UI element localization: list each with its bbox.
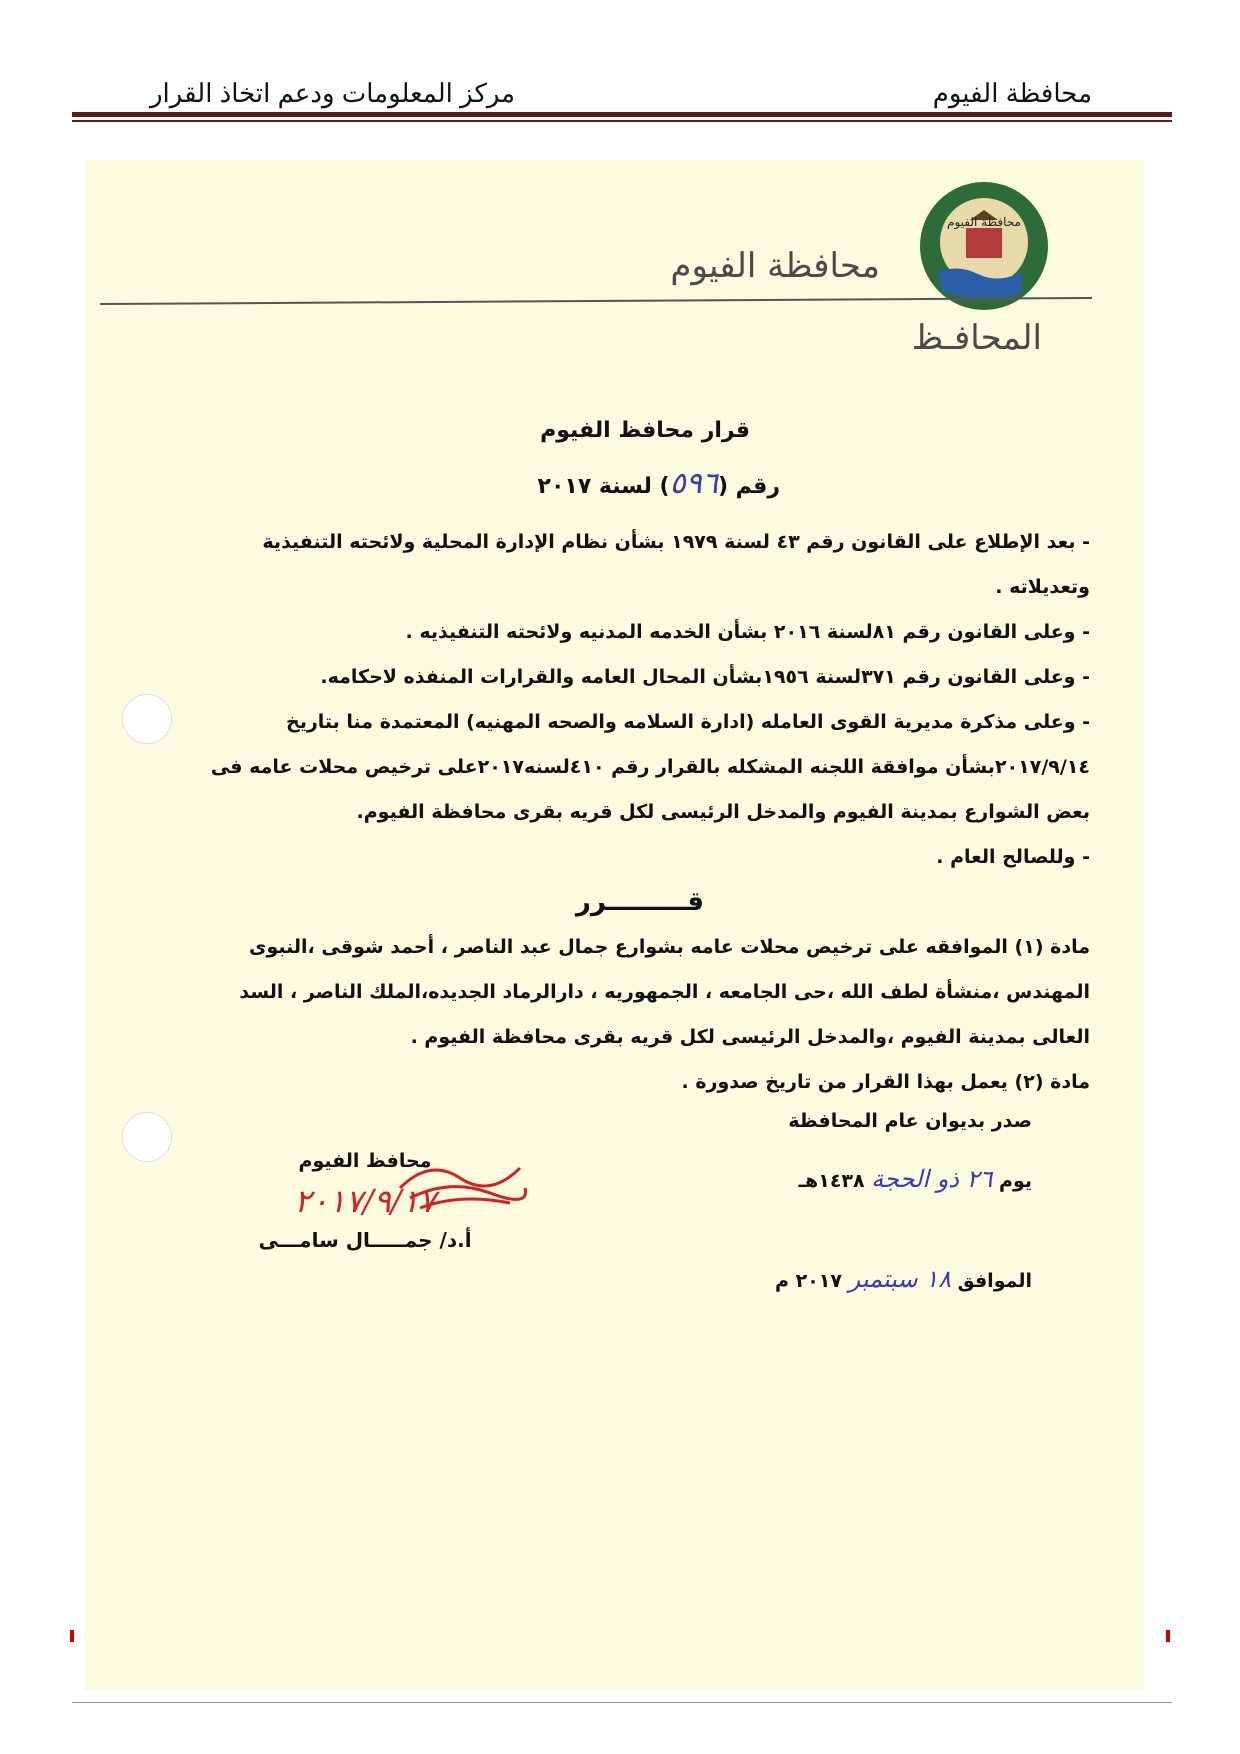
hijri-year: ١٤٣٨هـ xyxy=(798,1170,865,1192)
punch-hole xyxy=(122,1112,172,1162)
punch-hole xyxy=(122,694,172,744)
article-2-text: يعمل بهذا القرار من تاريخ صدورة . xyxy=(681,1071,1008,1093)
article-1-text: الموافقه على ترخيص محلات عامه بشوارع جمال عبد الناصر ، أحمد شوقى ،النبوى المهندس ،منشأة لطف الله ،حى الجامعه ، الجمهوريه ، دارالرماد الجديده،الملك الناصر ، السد العالى بمدينة الفيوم ،والمدخل الرئيسى لكل قريه بقرى محافظة الفيوم . xyxy=(239,936,1090,1048)
header-rule xyxy=(72,112,1172,117)
letterhead-governorate: محافظة الفيوم xyxy=(670,246,880,286)
header-center-name: مركز المعلومات ودعم اتخاذ القرار xyxy=(150,78,516,108)
decision-number-handwritten: ٥٩٦ xyxy=(669,466,718,501)
footer-rule xyxy=(72,1702,1172,1703)
preamble-item: - وعلى مذكرة مديرية القوى العامله (ادارة السلامه والصحه المهنيه) المعتمدة منا بتاريخ ٢٠١٧/٩/١٤بشأن موافقة اللجنه المشكله بالقرار رقم ٤١٠لسنه٢٠١٧على ترخيص محلات عامه فى بعض الشوارع بمدينة الفيوم والمدخل الرئيسى لكل قريه بقرى محافظة الفيوم. xyxy=(210,711,1090,823)
hijri-date-handwritten: ٢٦ ذو الحجة xyxy=(871,1165,993,1193)
article-1-label: مادة (١) xyxy=(1014,936,1090,958)
day-label: يوم xyxy=(999,1170,1032,1192)
preamble-item: - بعد الإطلاع على القانون رقم ٤٣ لسنة ١٩٧٩ بشأن نظام الإدارة المحلية ولائحته التنفيذية وتعديلاته . xyxy=(262,531,1090,598)
spacer xyxy=(775,1210,1032,1250)
signature-date-handwritten: ٢٠١٧/٩/١٧ xyxy=(294,1182,436,1220)
decision-number-suffix: ) لسنة ٢٠١٧ xyxy=(537,474,670,499)
signature-title: محافظ الفيوم xyxy=(298,1150,432,1172)
signature-scribble-icon xyxy=(390,1148,530,1218)
preamble-item: - وعلى القانون رقم ٣٧١لسنة ١٩٥٦بشأن المحال العامه والقرارات المنفذه لاحكامه. xyxy=(320,666,1090,688)
gregorian-year: ٢٠١٧ م xyxy=(775,1270,842,1292)
edge-mark xyxy=(1166,1630,1170,1642)
seal-text: محافظة الفيوم xyxy=(947,215,1021,229)
governorate-seal-icon xyxy=(918,180,1050,312)
gregorian-date xyxy=(775,1250,1032,1310)
decision-title: قرار محافظ الفيوم xyxy=(540,418,750,443)
article-2-label: مادة (٢) xyxy=(1014,1071,1090,1093)
decision-number xyxy=(538,466,780,501)
preamble-item: - وللصالح العام . xyxy=(936,846,1090,868)
decided-heading: قـــــــــرر xyxy=(575,887,705,917)
header-governorate: محافظة الفيوم xyxy=(932,78,1092,108)
gregorian-date-handwritten: ١٨ سبتمبر xyxy=(848,1265,951,1293)
signature-name: أ.د/ جمـــــال سامـــى xyxy=(258,1228,472,1252)
letterhead-office: المحافـظ xyxy=(911,318,1042,358)
header-rule-thin xyxy=(72,120,1172,122)
page-header xyxy=(0,0,1240,120)
issued-line: صدر بديوان عام المحافظة xyxy=(788,1110,1032,1132)
edge-mark xyxy=(70,1630,74,1642)
issued-block xyxy=(775,1092,1032,1310)
hijri-date xyxy=(775,1150,1032,1210)
article-1 xyxy=(190,925,1090,1060)
corresponding-label: الموافق xyxy=(957,1270,1032,1292)
preamble-item: - وعلى القانون رقم ٨١لسنة ٢٠١٦ بشأن الخدمه المدنيه ولائحته التنفيذيه . xyxy=(405,621,1090,643)
decision-body xyxy=(190,520,1090,1105)
decision-number-prefix: رقم ( xyxy=(717,474,780,499)
